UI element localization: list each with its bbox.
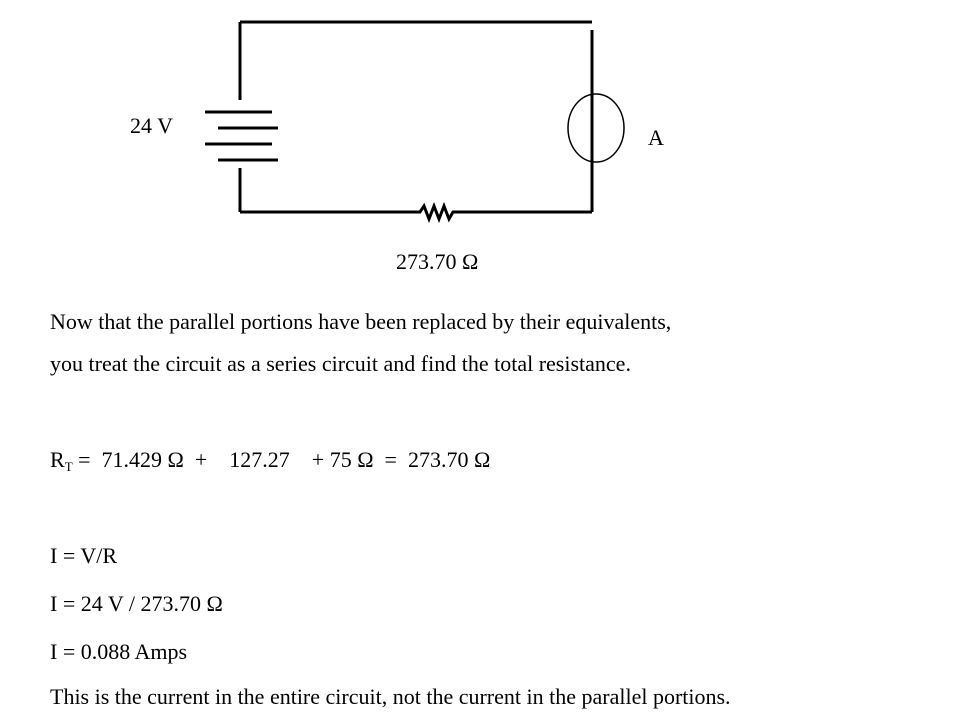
rt-equation: = 71.429 Ω + 127.27 + 75 Ω = 273.70 Ω [72, 447, 491, 472]
ammeter-icon [568, 94, 624, 162]
rt-subscript: T [64, 459, 73, 474]
explanation-line-2: you treat the circuit as a series circuit and find the total resistance. [50, 351, 631, 376]
battery-voltage-label: 24 V [130, 113, 173, 138]
ammeter-label: A [648, 125, 664, 150]
resistor-icon [412, 206, 470, 219]
ohms-law-line: I = V/R [50, 543, 118, 568]
conclusion-line: This is the current in the entire circuit, not the current in the parallel portions. [50, 684, 731, 709]
explanation-line-1: Now that the parallel portions have been replaced by their equivalents, [50, 309, 672, 334]
current-result-line: I = 0.088 Amps [50, 639, 188, 664]
current-calculation-line: I = 24 V / 273.70 Ω [50, 591, 223, 616]
rt-symbol: R [50, 447, 65, 472]
circuit-diagram [0, 0, 960, 300]
total-resistance-equation [50, 447, 490, 473]
battery-icon [205, 112, 278, 160]
resistor-label: 273.70 Ω [396, 249, 479, 274]
